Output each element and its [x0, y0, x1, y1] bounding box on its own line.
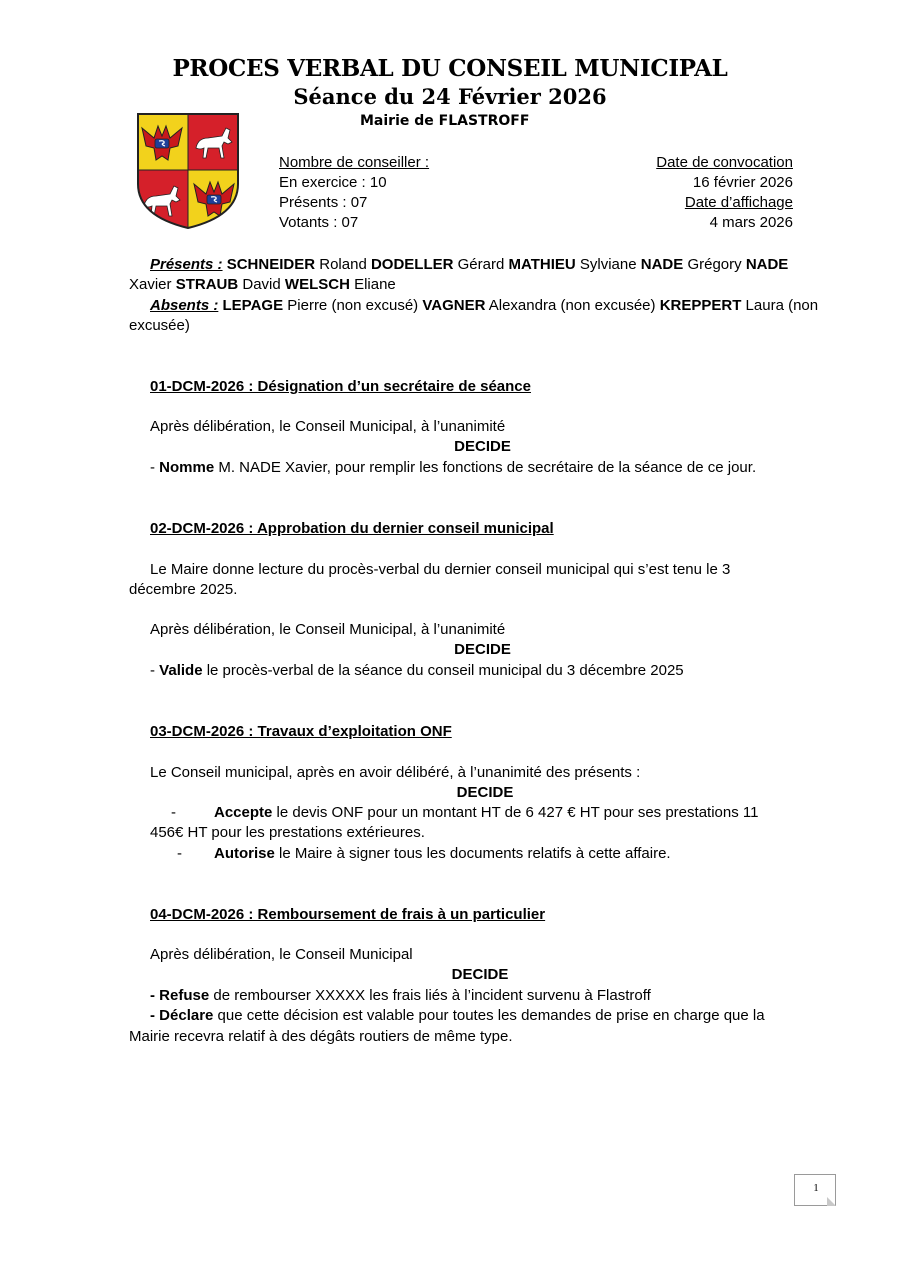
- member-firstname: David: [242, 276, 281, 293]
- count-presents: Présents : 07: [279, 194, 368, 211]
- decision-text: le Maire à signer tous les documents relatifs à cette affaire.: [274, 845, 671, 862]
- member-firstname: Sylviane: [579, 256, 637, 273]
- section-intro: Après délibération, le Conseil Municipal: [150, 946, 413, 963]
- decision-item: - Nomme M. NADE Xavier, pour remplir les fonctions de secrétaire de la séance de ce jour.: [150, 459, 757, 476]
- member-firstname: Grégory: [687, 256, 742, 273]
- presents-line-1: [150, 255, 788, 275]
- section-title: 02-DCM-2026 : Approbation du dernier conseil municipal: [150, 520, 554, 537]
- presents-line-2: [129, 275, 396, 295]
- member-firstname: Eliane: [354, 276, 396, 293]
- member-lastname: DODELLER: [370, 256, 454, 273]
- page-number-box: [794, 1174, 836, 1206]
- presents-label: Présents :: [150, 256, 223, 273]
- counts-heading: Nombre de conseiller :: [279, 154, 430, 171]
- section-intro: Après délibération, le Conseil Municipal, à l’unanimité: [150, 621, 506, 638]
- section-title: 01-DCM-2026 : Désignation d’un secrétaire de séance: [150, 378, 531, 395]
- member-lastname: NADE: [640, 256, 684, 273]
- decision-verb: Valide: [159, 662, 203, 679]
- affichage-date-value: 4 mars 2026: [709, 214, 793, 231]
- member-lastname: SCHNEIDER: [226, 256, 316, 273]
- section-intro: Après délibération, le Conseil Municipal, à l’unanimité: [150, 418, 506, 435]
- member-status: Pierre (non excusé): [287, 297, 419, 314]
- member-firstname: Gérard: [457, 256, 505, 273]
- absents-line-1: [150, 296, 818, 316]
- page-fold-icon: [827, 1197, 836, 1206]
- absents-line-2: excusée): [129, 317, 190, 334]
- convocation-date-value: 16 février 2026: [692, 174, 793, 191]
- convocation-date-label: Date de convocation: [656, 154, 793, 171]
- decision-verb: Accepte: [214, 804, 273, 821]
- decision-verb: Nomme: [159, 459, 215, 476]
- session-date-title: Séance du 24 Février 2026: [293, 84, 607, 109]
- decision-verb: Autorise: [214, 845, 275, 862]
- member-lastname: STRAUB: [175, 276, 239, 293]
- member-firstname: Xavier: [129, 276, 172, 293]
- decide-label: DECIDE: [451, 966, 509, 983]
- member-lastname: VAGNER: [422, 297, 486, 314]
- section-paragraph-line: décembre 2025.: [129, 581, 238, 598]
- section-intro: Le Conseil municipal, après en avoir délibéré, à l’unanimité des présents :: [150, 764, 641, 781]
- decision-item: [214, 803, 758, 823]
- decide-label: DECIDE: [454, 438, 511, 455]
- absents-label: Absents :: [150, 297, 219, 314]
- section-title: 03-DCM-2026 : Travaux d’exploitation ONF: [150, 723, 452, 740]
- coat-of-arms-icon: [136, 112, 240, 230]
- coat-of-arms-logo: [136, 112, 240, 230]
- mairie-name: Mairie de FLASTROFF: [360, 113, 530, 129]
- decision-item: - Déclare que cette décision est valable pour toutes les demandes de prise en charge que la: [150, 1007, 765, 1024]
- count-votants: Votants : 07: [279, 214, 359, 231]
- decision-verb: Refuse: [159, 987, 210, 1004]
- decision-text: M. NADE Xavier, pour remplir les fonctions de secrétaire de la séance de ce jour.: [214, 459, 757, 476]
- section-title: 04-DCM-2026 : Remboursement de frais à un particulier: [150, 906, 546, 923]
- member-firstname: Roland: [319, 256, 367, 273]
- decide-label: DECIDE: [456, 784, 514, 801]
- member-lastname: NADE: [745, 256, 789, 273]
- page-number: 1: [813, 1182, 819, 1194]
- decision-text-continued: 456€ HT pour les prestations extérieures.: [150, 824, 425, 841]
- member-status: Laura (non: [745, 297, 819, 314]
- decision-text: le devis ONF pour un montant HT de 6 427 € HT pour ses prestations 11: [272, 804, 759, 821]
- decision-verb: Déclare: [159, 1007, 214, 1024]
- member-lastname: MATHIEU: [508, 256, 576, 273]
- decision-item: - Valide le procès-verbal de la séance du conseil municipal du 3 décembre 2025: [150, 662, 684, 679]
- decide-label: DECIDE: [454, 641, 511, 658]
- document-title: PROCES VERBAL DU CONSEIL MUNICIPAL: [172, 55, 728, 82]
- decision-bullet: -: [171, 804, 176, 821]
- decision-text: que cette décision est valable pour toutes les demandes de prise en charge que la: [213, 1007, 765, 1024]
- decision-text-continued: Mairie recevra relatif à des dégâts routiers de même type.: [129, 1028, 513, 1045]
- decision-item: - Refuse de rembourser XXXXX les frais liés à l’incident survenu à Flastroff: [150, 987, 651, 1004]
- member-lastname: LEPAGE: [222, 297, 284, 314]
- decision-text: de rembourser XXXXX les frais liés à l’incident survenu à Flastroff: [209, 987, 651, 1004]
- member-lastname: KREPPERT: [659, 297, 742, 314]
- decision-bullet: -: [177, 845, 182, 862]
- section-paragraph-line: Le Maire donne lecture du procès-verbal du dernier conseil municipal qui s’est tenu le 3: [150, 561, 731, 578]
- decision-text: le procès-verbal de la séance du conseil municipal du 3 décembre 2025: [202, 662, 684, 679]
- member-lastname: WELSCH: [284, 276, 350, 293]
- member-status: Alexandra (non excusée): [488, 297, 656, 314]
- decision-item: [214, 844, 671, 864]
- count-en-exercice: En exercice : 10: [279, 174, 387, 191]
- affichage-date-label: Date d’affichage: [684, 194, 793, 211]
